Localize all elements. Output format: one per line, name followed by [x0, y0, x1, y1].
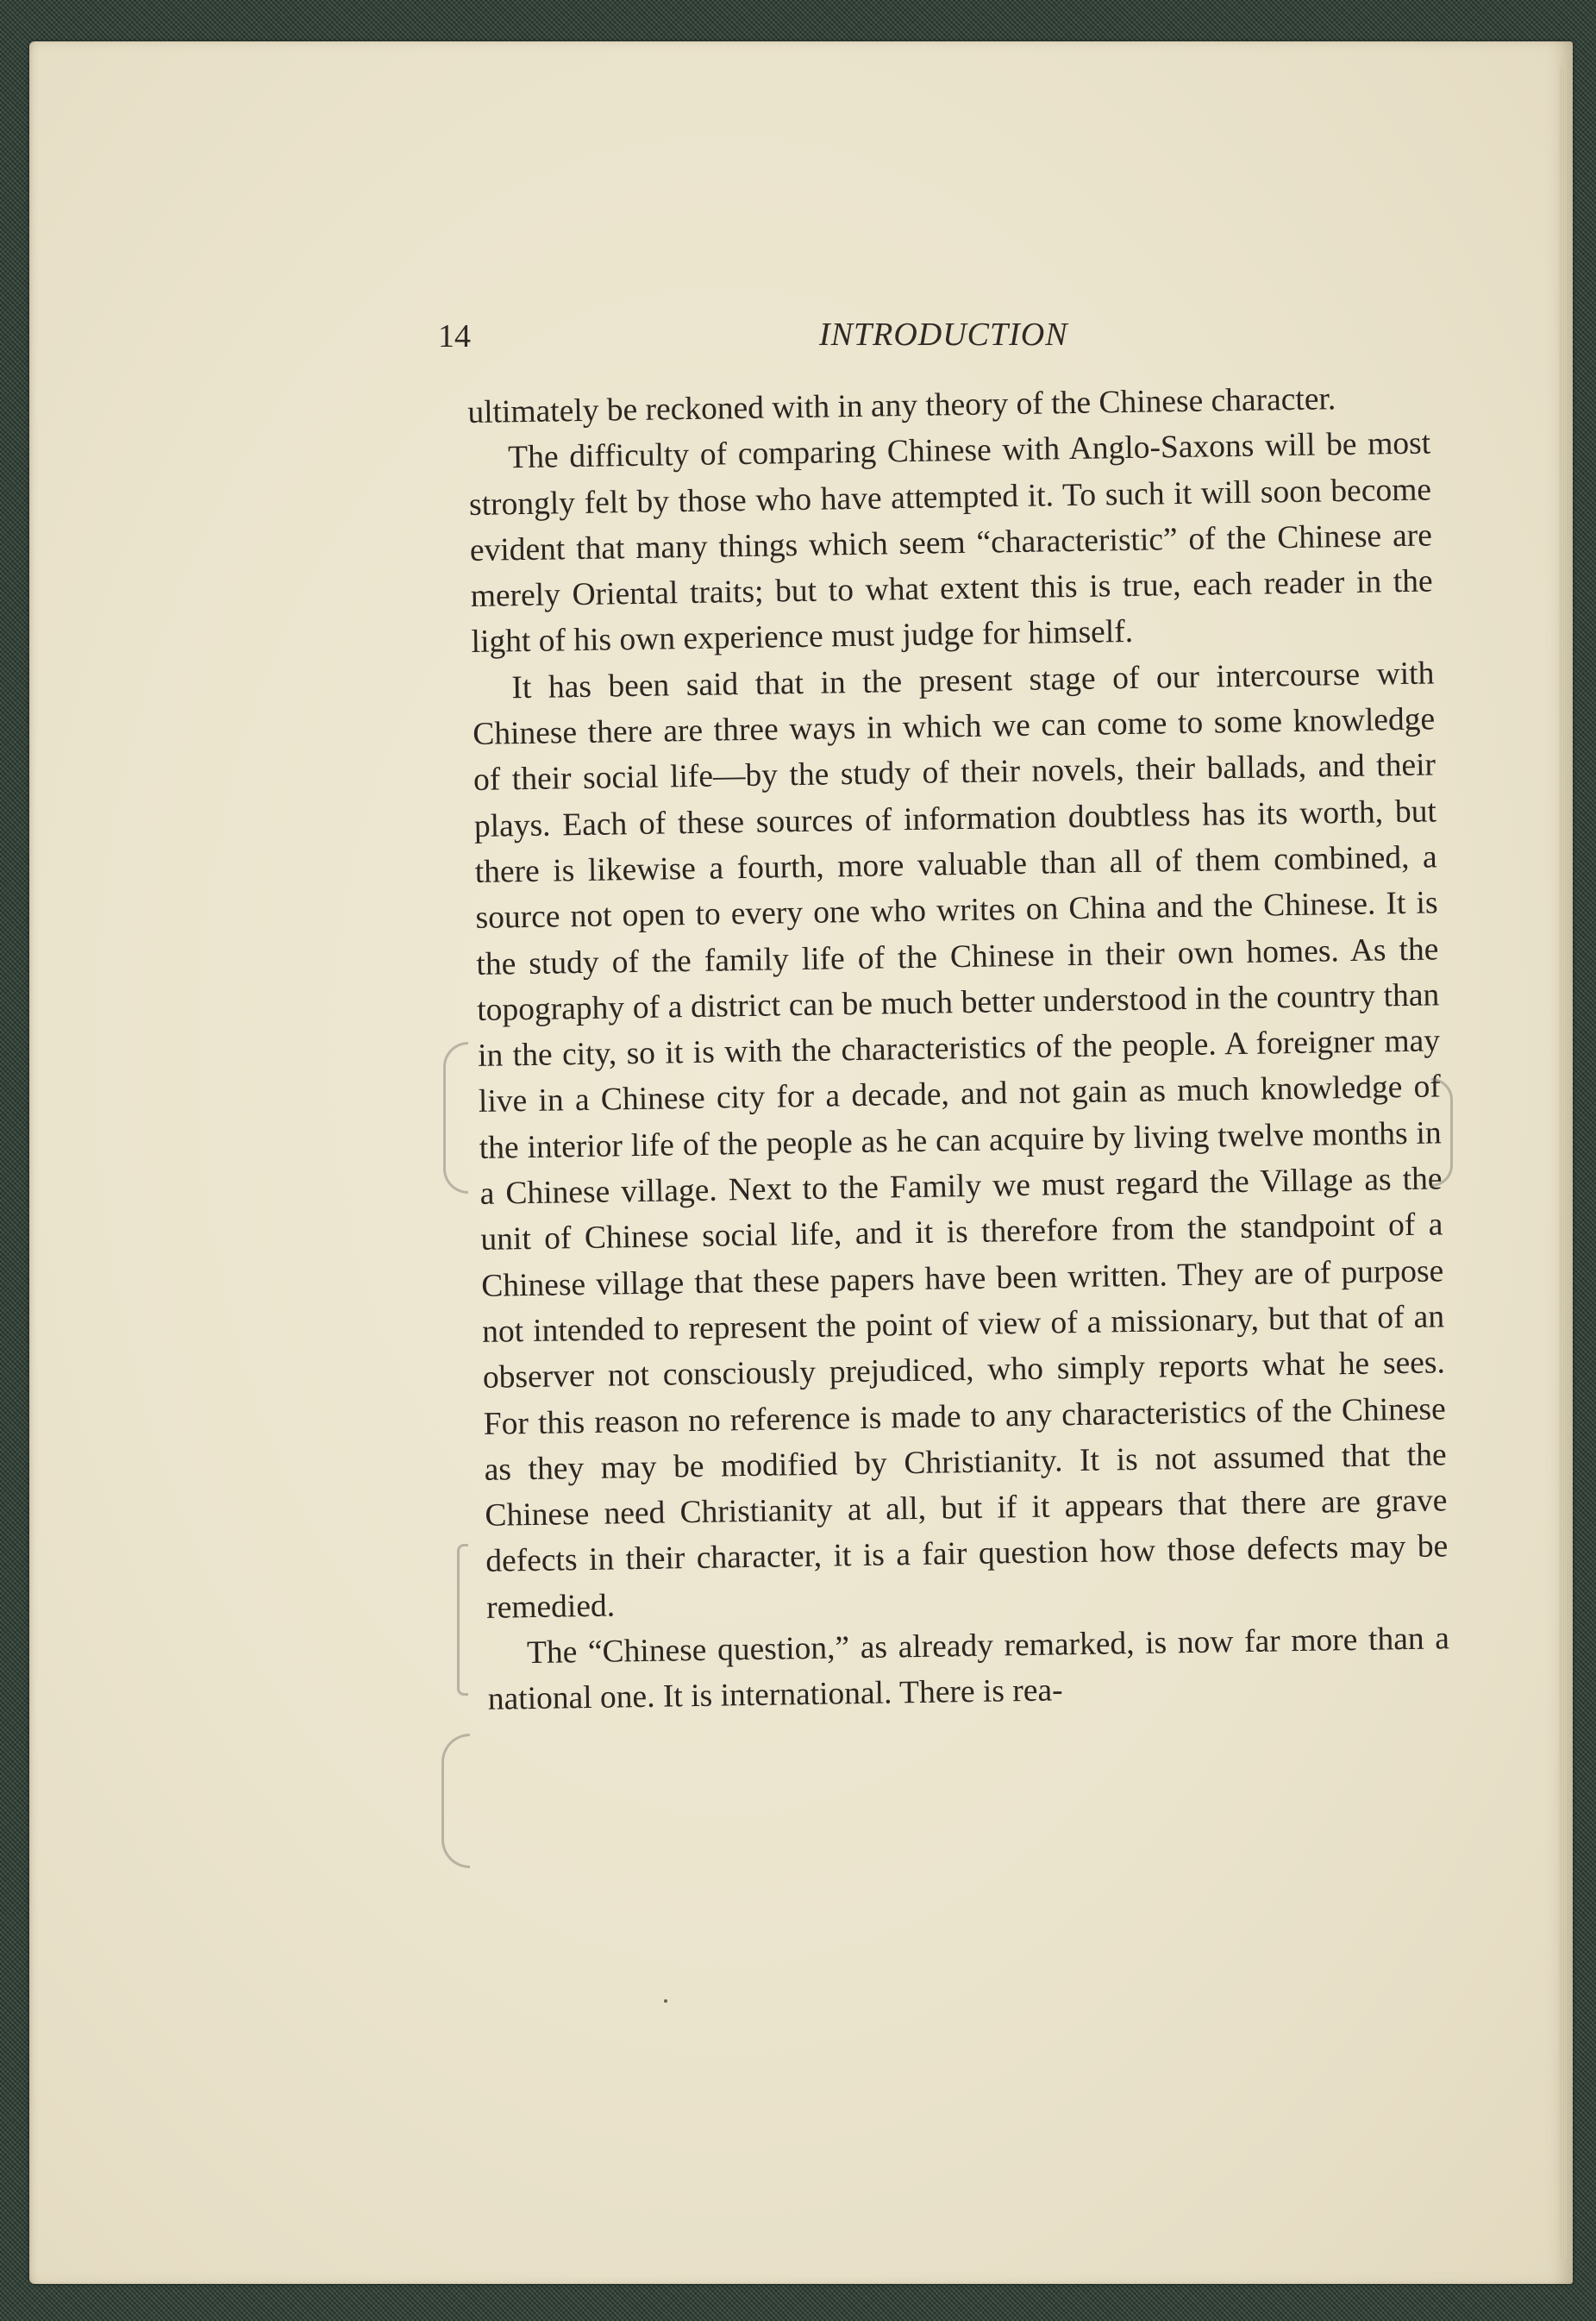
ink-speck	[664, 1999, 667, 2003]
paragraph: It has been said that in the present stage of our intercourse with Chinese there are three ways in which we can come to some knowledge of their social life—by the study of their novels, their ballads, and their plays. Each of these sources of information doubtless has its worth, but there is likewise a fourth, more valuable than all of them combined, a source not open to every one who writes on China and the Chinese. It is the study of the family life of the Chinese in their own homes. As the topography of a district can be much better understood in the country than in the city, so it is with the characteristics of the people. A foreigner may live in a Chinese city for a decade, and not gain as much knowledge of the interior life of the people as he can acquire by living twelve months in a Chinese village. Next to the Family we must regard the Village as the unit of Chinese social life, and it is therefore from the standpoint of a Chinese village that these papers have been written. They are of purpose not intended to represent the point of view of a missionary, but that of an observer not consciously prejudiced, who simply reports what he sees. For this reason no reference is made to any characteristics of the Chinese as they may be modified by Christianity. It is not assumed that the Chinese need Christianity at all, but if it appears that there are grave defects in their character, it is a fair question how those defects may be remedied.	[472, 656, 1449, 1626]
page-number: 14	[438, 318, 471, 354]
running-head: INTRODUCTION	[819, 317, 1068, 353]
pencil-line-mark	[457, 1544, 468, 1696]
pencil-bracket-mark	[1431, 1078, 1453, 1187]
pencil-bracket-mark	[443, 1042, 468, 1194]
body-text	[467, 374, 1450, 1722]
pencil-bracket-mark	[441, 1734, 470, 1868]
paragraph: The difficulty of comparing Chinese with Anglo-Saxons will be most strongly felt by those who have attempted it. To such it will soon become evident that many things which seem “characteristic” of the Chinese are merely Oriental traits; but to what extent this is true, each reader in the light of his own experience must judge for himself.	[468, 425, 1433, 661]
paragraph: ultimately be reckoned with in any theory of the Chinese character.	[467, 381, 1336, 430]
paragraph: The “Chinese question,” as already remarked, is now far more than a national one. It is international. There is rea-	[487, 1621, 1450, 1718]
page-edge	[1559, 67, 1568, 2258]
